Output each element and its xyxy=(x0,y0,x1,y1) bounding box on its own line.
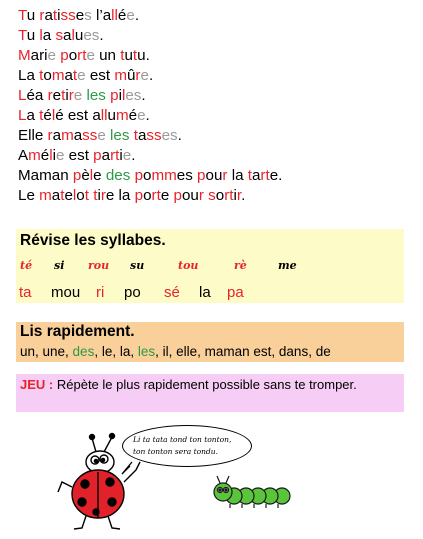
text-segment: es xyxy=(125,87,142,104)
text-segment: e la xyxy=(105,187,135,204)
text-segment: é xyxy=(43,107,52,124)
text-segment: a xyxy=(26,107,40,124)
text-segment: r xyxy=(260,167,266,184)
text-segment: e xyxy=(97,127,106,144)
text-segment: u xyxy=(74,27,84,44)
text-segment: u xyxy=(107,107,116,124)
text-segment: Maman xyxy=(18,167,73,184)
text-segment: a xyxy=(51,187,61,204)
text-segment: é xyxy=(128,107,138,124)
text-segment: m xyxy=(61,127,74,144)
text-segment: les xyxy=(86,87,106,104)
text-segment: t xyxy=(132,47,138,64)
text-segment: s xyxy=(208,187,216,204)
text-segment: l xyxy=(71,27,75,44)
caterpillar-illustration xyxy=(212,472,292,512)
text-segment: u. xyxy=(137,47,150,64)
text-segment: r xyxy=(100,187,106,204)
text-segment: e xyxy=(160,187,174,204)
text-segment: e xyxy=(137,107,146,124)
text-segment: A xyxy=(18,147,29,164)
bubble-line-2: ton tonton sera tondu. xyxy=(133,447,218,456)
sentence-line xyxy=(18,87,146,105)
text-segment: ll xyxy=(100,107,108,124)
text-segment: l xyxy=(89,167,94,184)
text-segment: es xyxy=(83,27,100,44)
text-segment: i xyxy=(97,187,101,204)
text-segment: a xyxy=(251,167,261,184)
text-segment: p xyxy=(197,167,206,184)
lis-title: Lis rapidement. xyxy=(20,323,135,340)
text-segment: , il, elle, maman est, dans, de xyxy=(155,344,331,359)
text-segment: t xyxy=(52,7,58,24)
print-syllable: sé xyxy=(164,284,180,301)
text-segment: p xyxy=(110,87,119,104)
text-segment: p xyxy=(134,167,144,184)
sentence-line xyxy=(18,47,150,65)
sentence-line xyxy=(18,167,282,185)
text-segment: s xyxy=(55,27,64,44)
text-segment: r xyxy=(39,7,45,24)
text-segment: l xyxy=(72,187,77,204)
jeu-label: JEU : xyxy=(20,377,54,392)
text-segment: a xyxy=(137,127,147,144)
text-segment: a xyxy=(52,127,62,144)
text-segment: o xyxy=(76,187,85,204)
text-segment: s xyxy=(84,7,92,24)
text-segment: t xyxy=(82,47,87,64)
cursive-syllable: si xyxy=(54,259,65,272)
text-segment: m xyxy=(39,187,52,204)
text-segment: t xyxy=(133,127,138,144)
print-syllable: mou xyxy=(51,284,81,301)
text-segment: i xyxy=(52,147,56,164)
text-segment: r xyxy=(47,127,53,144)
text-segment: t xyxy=(115,147,120,164)
text-segment: l xyxy=(51,107,56,124)
text-segment: r xyxy=(236,187,242,204)
text-segment: r xyxy=(151,187,157,204)
text-segment: un xyxy=(94,47,121,64)
text-segment: i xyxy=(119,147,123,164)
text-segment: i xyxy=(233,187,237,204)
text-segment: l xyxy=(121,87,126,104)
text-segment: L xyxy=(18,107,27,124)
text-segment: des xyxy=(105,167,131,184)
bubble-tail xyxy=(118,460,138,480)
text-segment: . xyxy=(145,107,150,124)
text-segment: mm xyxy=(151,167,177,184)
sentence-line xyxy=(18,187,245,205)
text-segment: û xyxy=(126,67,136,84)
cursive-syllable: su xyxy=(130,259,145,272)
text-segment: u xyxy=(124,47,133,64)
text-segment: a xyxy=(42,27,56,44)
text-segment: a xyxy=(64,67,73,84)
text-segment: e xyxy=(64,187,73,204)
text-segment: e xyxy=(122,147,132,164)
text-segment: a xyxy=(44,7,53,24)
sentence-line xyxy=(18,107,150,125)
text-segment: L xyxy=(18,87,27,104)
text-segment: a xyxy=(63,27,72,44)
text-segment: p xyxy=(60,47,69,64)
text-segment: t xyxy=(156,187,161,204)
text-segment: e xyxy=(47,47,56,64)
text-segment: t xyxy=(265,167,270,184)
text-segment: p xyxy=(134,187,144,204)
text-segment: a xyxy=(101,147,111,164)
text-segment: La xyxy=(18,67,40,84)
sentence-line xyxy=(18,67,153,85)
text-segment: , le, la, xyxy=(94,344,138,359)
text-segment: T xyxy=(18,27,27,44)
text-segment: o xyxy=(68,47,78,64)
text-segment: r xyxy=(68,87,74,104)
text-segment: les xyxy=(110,127,130,144)
text-segment: ss xyxy=(146,127,162,144)
text-segment: . xyxy=(241,187,246,204)
text-segment: e xyxy=(75,7,85,24)
text-segment: . xyxy=(177,127,182,144)
cursive-syllable: tou xyxy=(178,259,199,272)
text-segment: i xyxy=(65,87,69,104)
text-segment: t xyxy=(61,87,66,104)
text-segment: o xyxy=(143,167,152,184)
sentence-line xyxy=(18,127,182,145)
print-syllable: pa xyxy=(227,284,244,301)
text-segment: t xyxy=(229,187,234,204)
text-segment: l’a xyxy=(91,7,112,24)
cursive-syllable: rè xyxy=(234,259,247,272)
lis-box xyxy=(16,322,404,362)
text-segment: r xyxy=(198,187,204,204)
text-segment: p xyxy=(72,167,82,184)
text-segment: Elle xyxy=(18,127,48,144)
text-segment: é xyxy=(40,147,50,164)
text-segment: est xyxy=(64,147,94,164)
text-segment: e xyxy=(77,67,86,84)
print-syllable: ta xyxy=(19,284,32,301)
text-segment: . xyxy=(131,147,136,164)
text-segment: e xyxy=(56,147,65,164)
text-segment: t xyxy=(93,187,98,204)
text-segment: l xyxy=(39,27,43,44)
text-segment: m xyxy=(115,107,129,124)
text-segment: . xyxy=(99,27,104,44)
text-segment: les xyxy=(137,344,156,359)
text-segment: r xyxy=(110,147,116,164)
jeu-text xyxy=(20,377,400,393)
text-segment: e xyxy=(73,87,83,104)
text-segment: t xyxy=(39,67,44,84)
text-segment: . xyxy=(134,7,140,24)
revise-title: Révise les syllabes. xyxy=(20,232,166,249)
text-segment: u xyxy=(26,27,40,44)
text-segment: ss xyxy=(60,7,76,24)
text-segment: M xyxy=(18,47,31,64)
text-segment: r xyxy=(224,187,230,204)
text-segment: un, une, xyxy=(20,344,73,359)
text-segment: r xyxy=(135,67,141,84)
lis-words xyxy=(20,344,331,359)
text-segment: t xyxy=(60,187,65,204)
text-segment: t xyxy=(120,47,125,64)
cursive-syllable: me xyxy=(278,259,297,272)
text-segment: t xyxy=(72,67,78,84)
text-segment: es xyxy=(176,167,198,184)
text-segment: m xyxy=(51,67,65,84)
text-segment: e xyxy=(86,47,95,64)
text-segment: des xyxy=(72,344,95,359)
text-segment: u xyxy=(26,7,40,24)
text-segment: o xyxy=(215,187,225,204)
text-segment: r xyxy=(77,47,83,64)
text-segment: p xyxy=(173,187,182,204)
text-segment: é xyxy=(117,7,127,24)
text-segment: est xyxy=(85,67,115,84)
text-segment: e xyxy=(140,67,149,84)
text-segment: . xyxy=(148,67,154,84)
text-segment: . xyxy=(141,87,146,104)
text-segment: m xyxy=(28,147,41,164)
text-segment: éa xyxy=(26,87,48,104)
jeu-box xyxy=(16,374,404,412)
bubble-line-1: Li ta tata tond ton tonton, xyxy=(133,435,232,444)
text-segment: i xyxy=(57,7,61,24)
text-segment: o xyxy=(143,187,152,204)
text-segment: e xyxy=(93,167,106,184)
print-syllable: ri xyxy=(96,284,105,301)
sentence-line xyxy=(18,7,139,25)
text-segment: r xyxy=(222,167,228,184)
text-segment: è xyxy=(81,167,90,184)
cursive-syllable: rou xyxy=(88,259,110,272)
text-segment: ou xyxy=(181,187,199,204)
text-segment: t xyxy=(84,187,89,204)
text-segment: ll xyxy=(111,7,118,24)
text-segment: o xyxy=(43,67,52,84)
text-segment: ari xyxy=(30,47,48,64)
text-segment: l xyxy=(49,147,53,164)
text-segment: la xyxy=(227,167,248,184)
text-segment: r xyxy=(47,87,53,104)
text-segment: t xyxy=(247,167,252,184)
text-segment: ss xyxy=(82,127,98,144)
text-segment: e xyxy=(126,7,135,24)
speech-bubble xyxy=(122,425,252,467)
text-segment: i xyxy=(118,87,122,104)
text-segment: ou xyxy=(205,167,223,184)
text-segment: e xyxy=(52,87,62,104)
sentence-line xyxy=(18,27,104,45)
print-syllable: la xyxy=(199,284,211,301)
text-segment: a xyxy=(73,127,83,144)
revise-box xyxy=(16,229,404,303)
text-segment: t xyxy=(39,107,44,124)
jeu-instruction: Répète le plus rapidement possible sans te tromper. xyxy=(56,377,357,392)
text-segment: Le xyxy=(18,187,40,204)
sentence-line xyxy=(18,147,135,165)
text-segment: m xyxy=(114,67,127,84)
cursive-syllable: té xyxy=(20,259,33,272)
print-syllable: po xyxy=(124,284,141,301)
text-segment: T xyxy=(18,7,27,24)
text-segment: é est a xyxy=(55,107,101,124)
text-segment: p xyxy=(93,147,102,164)
text-segment: e. xyxy=(269,167,283,184)
text-segment: es xyxy=(161,127,178,144)
